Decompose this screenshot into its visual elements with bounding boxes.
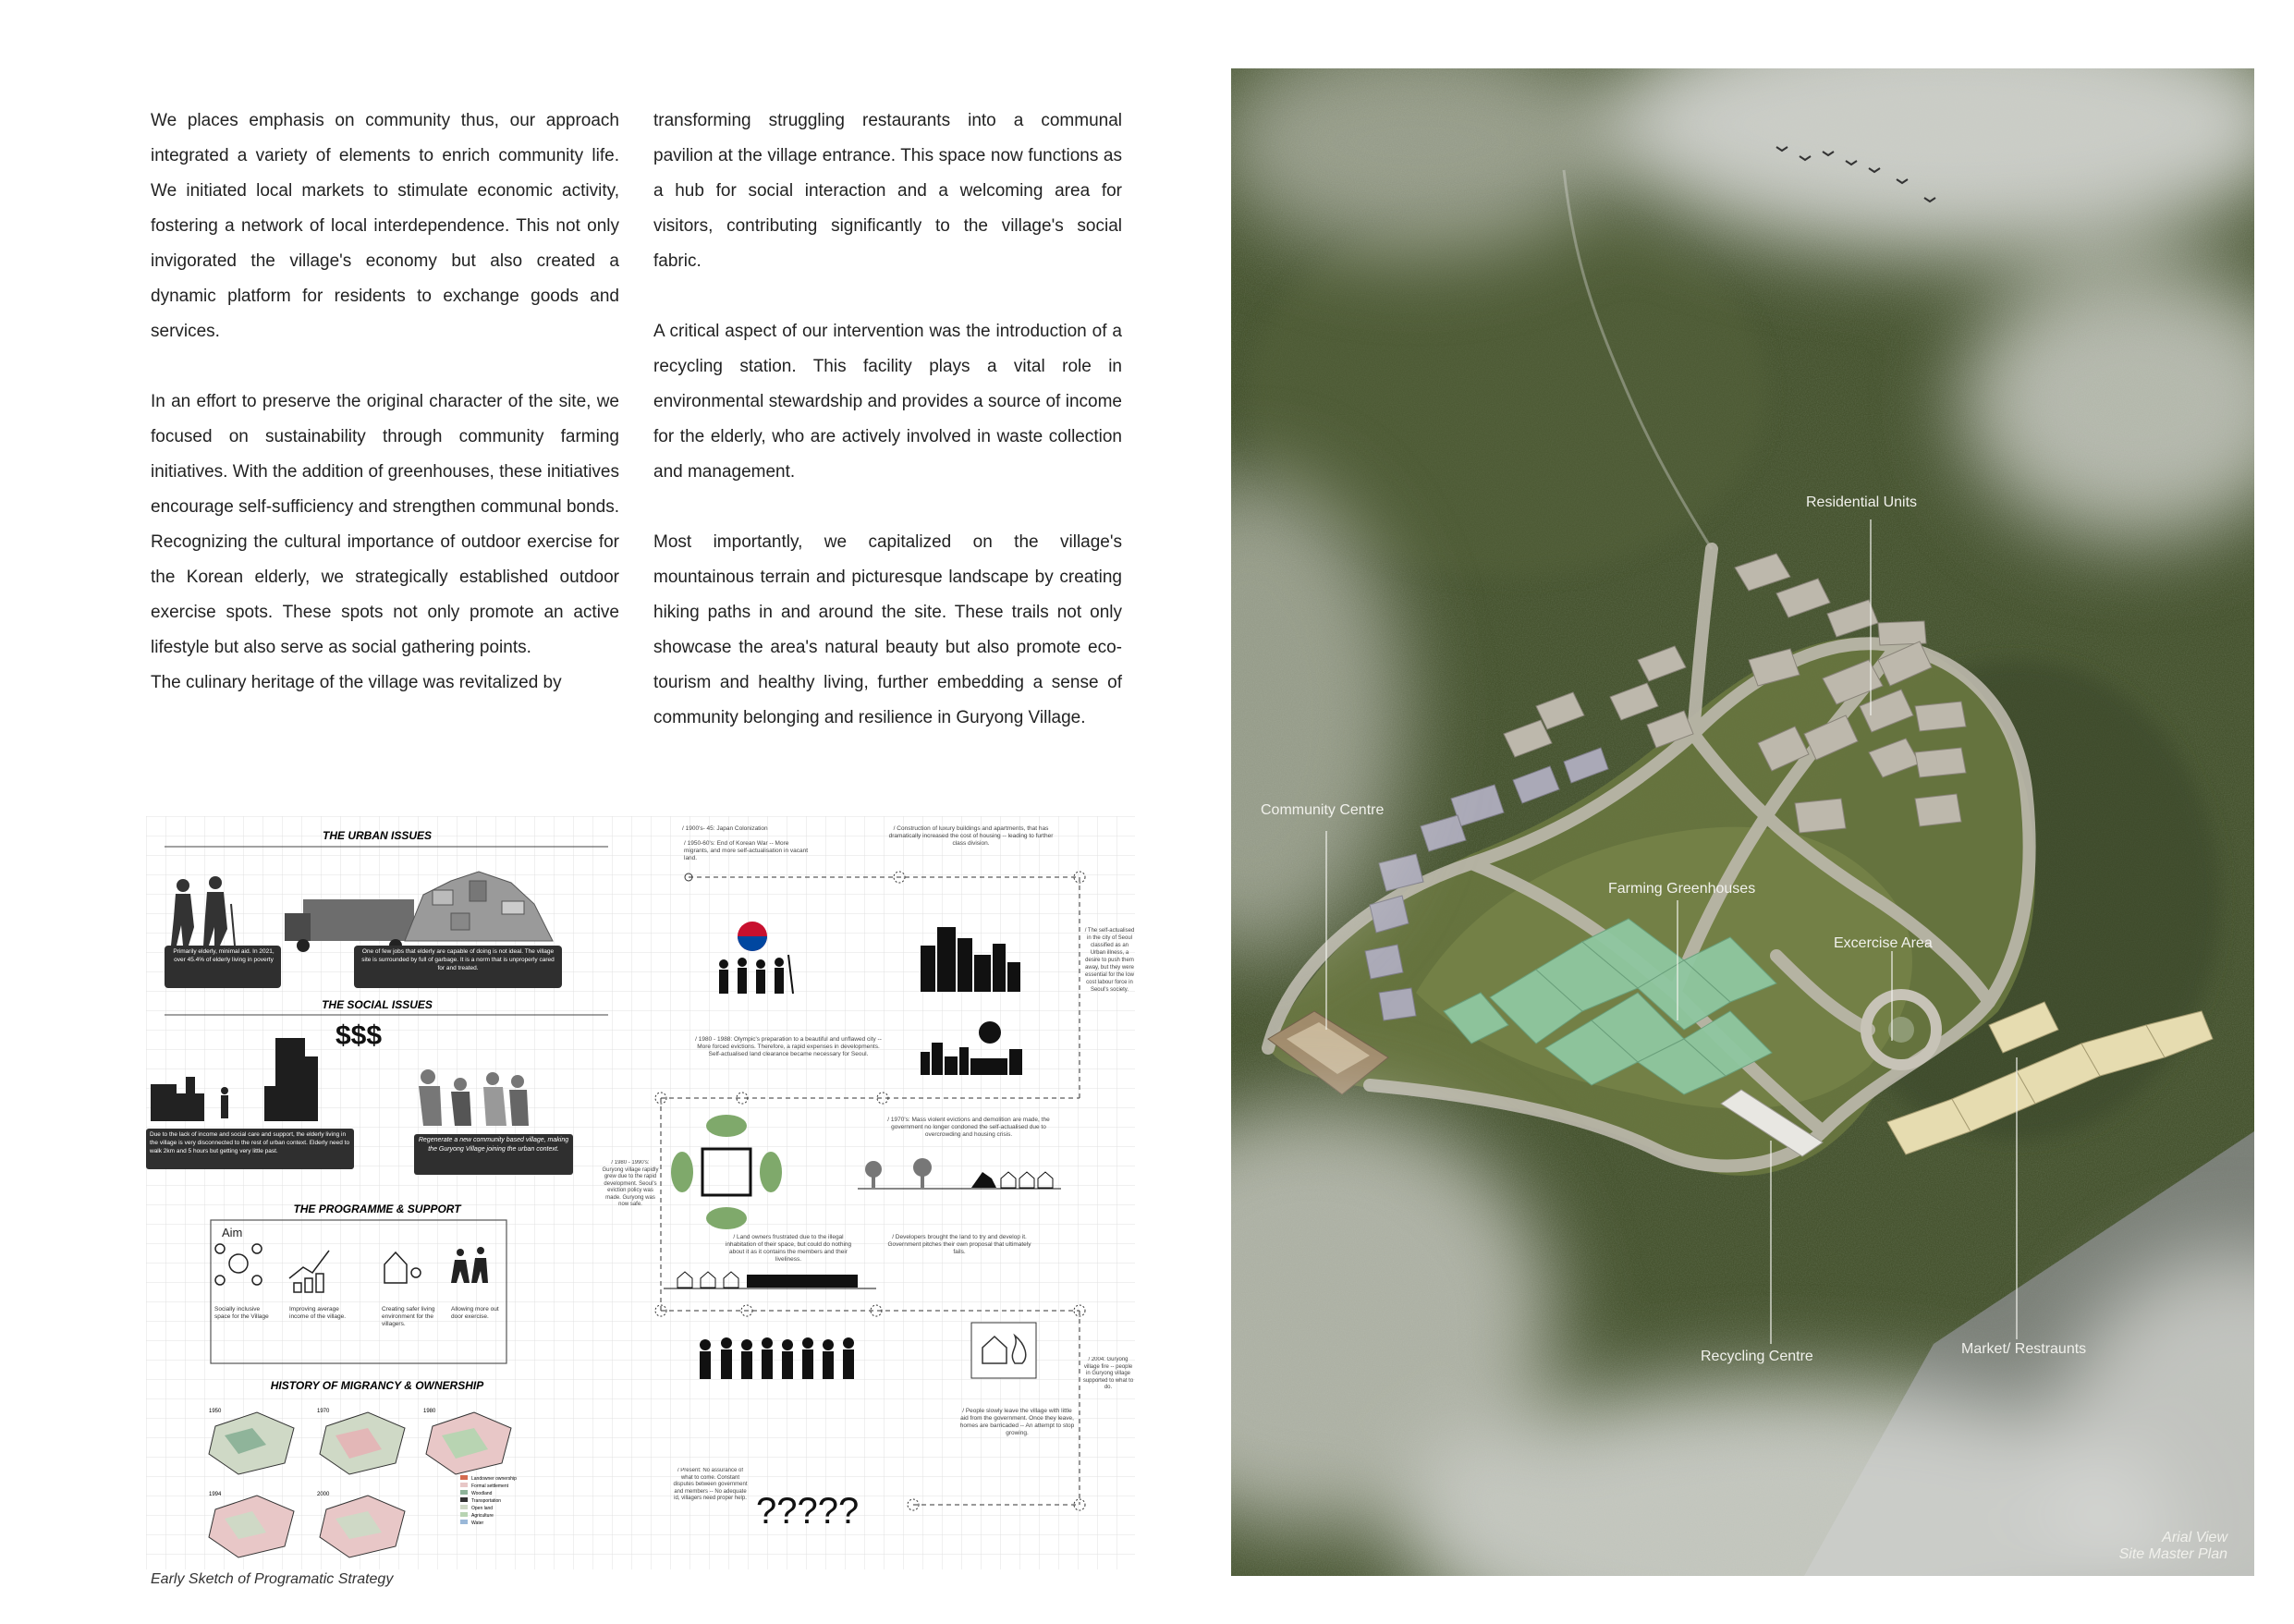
timeline-note: / Present: No assurance of what to come. Constant disputes between government and members -- No adequate id, villagers need proper help. bbox=[673, 1468, 748, 1501]
timeline-note: / People slowly leave the village with little aid from the government. Once they leave, homes are barricaded -- An attempt to stop growing. bbox=[959, 1408, 1075, 1436]
map-year: 2000 bbox=[317, 1492, 330, 1497]
legend-item: Formal settlement bbox=[471, 1484, 509, 1489]
text-column-right bbox=[653, 104, 1122, 736]
timeline-note: / 1900's- 45: Japan Colonization bbox=[682, 825, 768, 832]
legend-item: Woodland bbox=[471, 1491, 493, 1496]
money-sign: $$$ bbox=[336, 1020, 383, 1051]
label-farming-greenhouses: Farming Greenhouses bbox=[1608, 881, 1756, 897]
paragraph: A critical aspect of our intervention was the introduction of a recycling station. This facility plays a vital role in environmental stewardship and provides a source of income for the elderly, who are actively involved in waste collection and management. bbox=[653, 322, 1122, 482]
sketch-caption: Early Sketch of Programatic Strategy bbox=[151, 1571, 394, 1587]
unknown-future-text: ????? bbox=[756, 1491, 860, 1532]
paragraph: In an effort to preserve the original character of the site, we focused on sustainability through community farming initiatives. With the addition of greenhouses, these initiatives encourage self-sufficiency and strengthen communal bonds. Recognizing the cultural importance of outdoor exercise for the Korean elderly, we strategically established outdoor exercise spots. These spots not only promote an active lifestyle but also serve as social gathering points. bbox=[151, 392, 619, 657]
legend-item: Transportation bbox=[471, 1498, 502, 1504]
timeline-note: / Land owners frustrated due to the illegal inhabitation of their space, but could do nothing about it as it contains the members and their liveliness. bbox=[725, 1234, 852, 1263]
social-caption-left: Due to the lack of income and social care and support, the elderly living in the village is very disconnected to the rest of urban context. Elderly need to walk 2km and 5 hours but getting very little past. bbox=[150, 1131, 350, 1154]
paragraph: Most importantly, we capitalized on the village's mountainous terrain and picturesque landscape by creating hiking paths in and around the site. These trails not only showcase the area's natural beauty but also promote eco-tourism and healthy living, further embedding a sense of community belonging and resilience in Guryong Village. bbox=[653, 532, 1122, 727]
paragraph: We places emphasis on community thus, our approach integrated a variety of elements to enrich community life. We initiated local markets to stimulate economic activity, fostering a network of local interdependence. This not only invigorated the village's economy but also created a dynamic platform for residents to exchange goods and services. bbox=[151, 111, 619, 341]
label-community-centre: Community Centre bbox=[1261, 802, 1385, 818]
korea-flag-icon bbox=[738, 922, 767, 951]
timeline-note: / 1970's: Mass violent evictions and demolition are made, the government no longer condoned the self-actualised due to overcrowding and housing crisis. bbox=[887, 1117, 1050, 1138]
timeline-note: / The self-actualised in the city of Seoul classified as an Urban illness, a desire to push them away, but they were essential for the low cost labour force in Seoul's society. bbox=[1084, 928, 1135, 993]
urban-caption-left: Primarily elderly, minimal aid. In 2021, over 45.4% of elderly living in poverty bbox=[173, 948, 275, 963]
paragraph: The culinary heritage of the village was revitalized by bbox=[151, 673, 562, 692]
timeline-note: / Developers brought the land to try and develop it. Government pitches their own proposal that ultimately fails. bbox=[887, 1234, 1031, 1255]
label-exercise-area: Excercise Area bbox=[1834, 935, 1933, 951]
timeline-note: / Construction of luxury buildings and apartments, that has dramatically increased the cost of housing -- leading to further class division. bbox=[888, 825, 1054, 847]
aim-title: Aim bbox=[222, 1226, 243, 1239]
legend-item: Open land bbox=[471, 1506, 494, 1511]
timeline-note: / 2004: Guryong village fire -- people in Guryong village supported to what to do. bbox=[1082, 1357, 1134, 1390]
programmatic-strategy-sketch bbox=[146, 816, 1135, 1569]
legend-item: Water bbox=[471, 1520, 484, 1526]
aim-item: Creating safer living environment for the villagers. bbox=[382, 1306, 435, 1327]
label-recycling-centre: Recycling Centre bbox=[1701, 1349, 1813, 1364]
text-column-left bbox=[151, 104, 619, 701]
programme-heading: THE PROGRAMME & SUPPORT bbox=[293, 1203, 461, 1215]
view-subtitle: Site Master Plan bbox=[2118, 1546, 2227, 1562]
timeline-note: / 1950-60's: End of Korean War -- More migrants, and more self-actualisation in vacant land. bbox=[684, 840, 809, 861]
urban-issues-heading: THE URBAN ISSUES bbox=[322, 829, 433, 842]
paragraph: transforming struggling restaurants into a communal pavilion at the village entrance. This space now functions as a hub for social interaction and a welcoming area for visitors, contributing significantly to the village's social fabric. bbox=[653, 111, 1122, 271]
urban-caption-right: One of few jobs that elderly are capable of doing is not ideal. The village site is surrounded by full of garbage. It is a norm that is unproperly cared for and treated. bbox=[361, 948, 555, 971]
history-heading: HISTORY OF MIGRANCY & OWNERSHIP bbox=[270, 1379, 484, 1392]
aim-item: Allowing more out door exercise. bbox=[451, 1306, 499, 1320]
timeline-note: / 1980 - 1988: Olympic's preparation to a beautiful and unflawed city -- More forced evictions. Therefore, a rapid expenses in developments. Self-actualised land clearance became necessary for Seoul. bbox=[695, 1036, 882, 1057]
map-year: 1970 bbox=[317, 1409, 330, 1414]
map-year: 1994 bbox=[209, 1492, 222, 1497]
label-market-restaurants: Market/ Restraunts bbox=[1961, 1341, 2087, 1357]
view-title: Arial View bbox=[2162, 1530, 2227, 1545]
aim-item: Improving average income of the village. bbox=[289, 1306, 347, 1320]
legend-item: Landowner ownership bbox=[471, 1476, 517, 1482]
social-caption-right: Regenerate a new community based village, making the Guryong Village joining the urban context. bbox=[418, 1137, 569, 1153]
aim-item: Socially inclusive space for the Village bbox=[214, 1306, 269, 1320]
legend-item: Agriculture bbox=[471, 1513, 494, 1519]
map-year: 1950 bbox=[209, 1409, 222, 1414]
timeline-note: / 1980 - 1990's: Guryong village rapidly grew due to the rapid development. Seoul's eviction policy was made. Guryong was now safe. bbox=[602, 1160, 659, 1207]
map-year: 1980 bbox=[423, 1409, 436, 1414]
label-residential-units: Residential Units bbox=[1806, 495, 1918, 510]
social-issues-heading: THE SOCIAL ISSUES bbox=[322, 998, 433, 1011]
site-master-plan bbox=[1231, 68, 2254, 1576]
